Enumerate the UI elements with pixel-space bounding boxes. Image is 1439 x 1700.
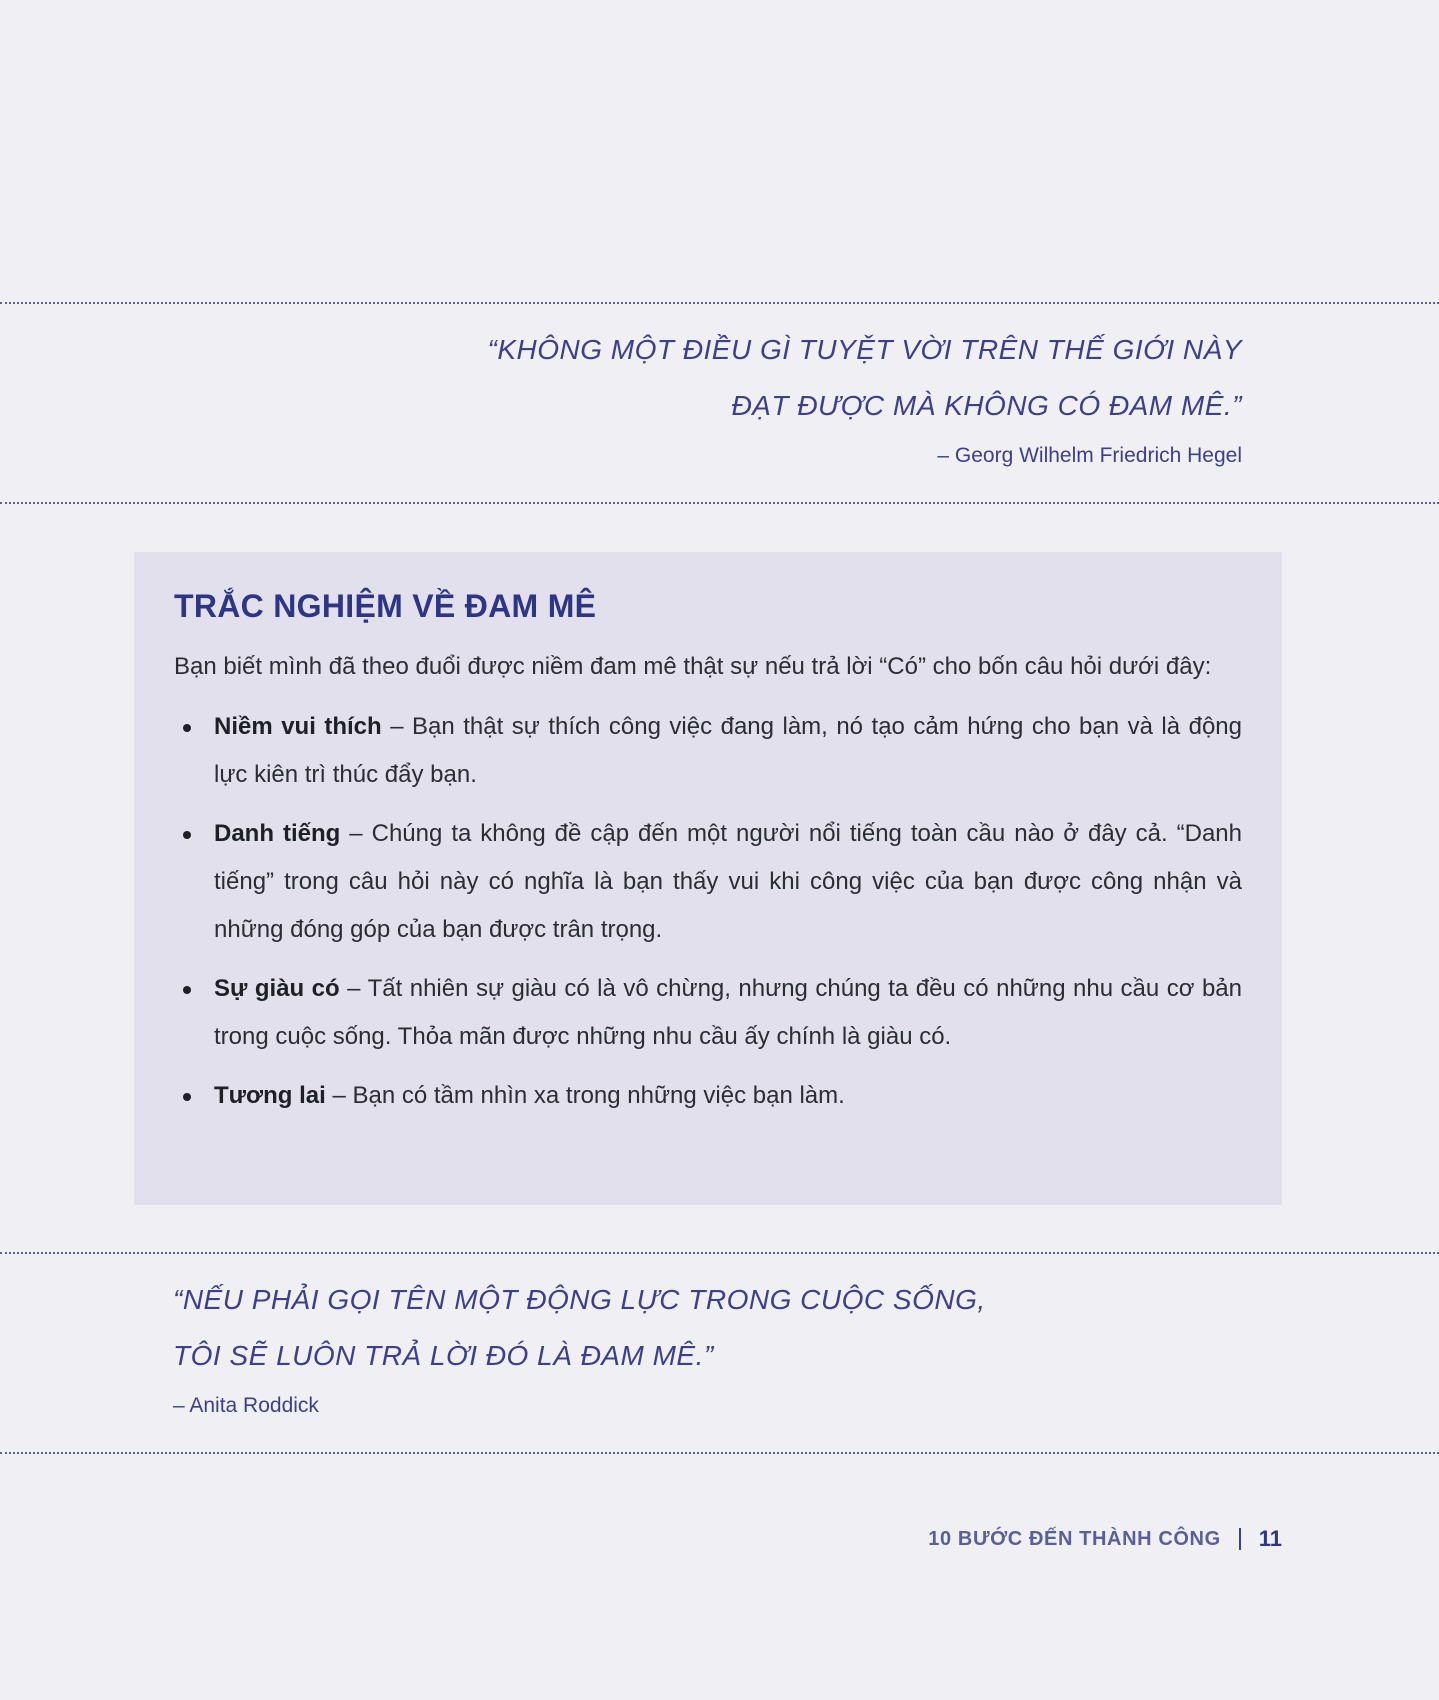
quote-line: ĐẠT ĐƯỢC MÀ KHÔNG CÓ ĐAM MÊ.” xyxy=(731,390,1242,421)
quote-author: – Anita Roddick xyxy=(173,1394,319,1417)
bullet-icon xyxy=(183,831,191,839)
list-item xyxy=(174,703,1242,799)
quiz-list xyxy=(174,703,1242,1120)
quote-line: “NẾU PHẢI GỌI TÊN MỘT ĐỘNG LỰC TRONG CUỘC SỐNG, xyxy=(173,1284,986,1315)
quiz-intro: Bạn biết mình đã theo đuổi được niềm đam mê thật sự nếu trả lời “Có” cho bốn câu hỏi dưới đây: xyxy=(174,653,1212,680)
bullet-icon xyxy=(183,1093,191,1101)
list-item xyxy=(174,810,1242,954)
item-text: – Bạn có tầm nhìn xa trong những việc bạn làm. xyxy=(325,1082,845,1109)
item-text: – Tất nhiên sự giàu có là vô chừng, nhưng chúng ta đều có những nhu cầu cơ bản trong cuộc sống. Thỏa mãn được những nhu cầu ấy chính là giàu có. xyxy=(214,975,1242,1050)
dotted-divider xyxy=(0,1252,1439,1254)
quote-line: TÔI SẼ LUÔN TRẢ LỜI ĐÓ LÀ ĐAM MÊ.” xyxy=(173,1340,714,1371)
bullet-icon xyxy=(183,986,191,994)
running-title: 10 BƯỚC ĐẾN THÀNH CÔNG xyxy=(928,1527,1221,1550)
quiz-title: TRẮC NGHIỆM VỀ ĐAM MÊ xyxy=(174,588,597,624)
list-item xyxy=(174,1072,1242,1120)
quote-hegel xyxy=(488,322,1243,468)
footer-separator xyxy=(1239,1528,1241,1550)
bullet-icon xyxy=(183,724,191,732)
item-term: Danh tiếng xyxy=(214,820,341,847)
passion-quiz-box xyxy=(134,552,1282,1205)
list-item xyxy=(174,965,1242,1061)
dotted-divider xyxy=(0,1452,1439,1454)
page-number: 11 xyxy=(1258,1526,1282,1551)
item-term: Tương lai xyxy=(214,1082,326,1109)
dotted-divider xyxy=(0,502,1439,504)
item-term: Niềm vui thích xyxy=(214,713,382,740)
page-footer xyxy=(928,1526,1282,1552)
quote-line: “KHÔNG MỘT ĐIỀU GÌ TUYỆT VỜI TRÊN THẾ GIỚI NÀY xyxy=(487,334,1242,365)
item-text: – Chúng ta không đề cập đến một người nổi tiếng toàn cầu nào ở đây cả. “Danh tiếng” trong câu hỏi này có nghĩa là bạn thấy vui khi công việc của bạn được công nhận và những đóng góp của bạn được trân trọng. xyxy=(214,820,1243,943)
item-term: Sự giàu có xyxy=(214,975,340,1002)
item-text: – Bạn thật sự thích công việc đang làm, nó tạo cảm hứng cho bạn và là động lực kiên trì thúc đẩy bạn. xyxy=(214,713,1242,788)
quote-roddick xyxy=(173,1272,986,1418)
dotted-divider xyxy=(0,302,1439,304)
quote-author: – Georg Wilhelm Friedrich Hegel xyxy=(937,444,1242,467)
